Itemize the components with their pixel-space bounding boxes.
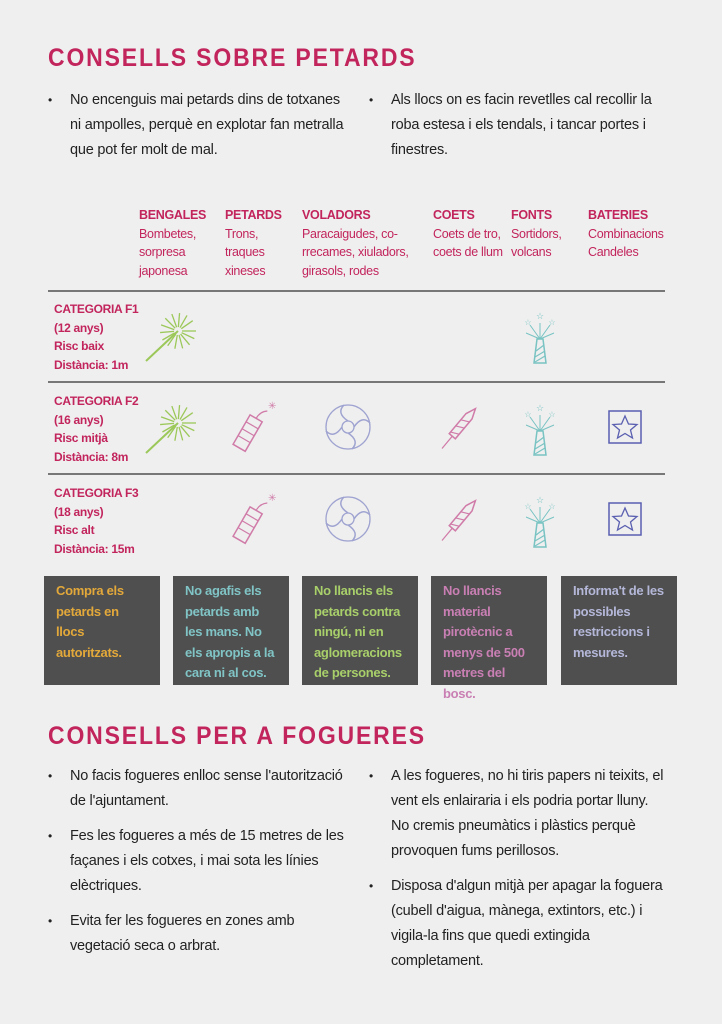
svg-text:☆: ☆ [524, 318, 532, 327]
column-name: BENGALES [139, 208, 207, 222]
category-risk: Risc baix [54, 339, 104, 353]
category-age: (12 anys) [54, 320, 104, 335]
fountain-icon [510, 489, 570, 554]
column-header [433, 206, 503, 262]
svg-text:☆: ☆ [535, 311, 545, 321]
category-risk: Risc mitjà [54, 431, 108, 445]
category-label [54, 392, 138, 466]
category-distance: Distància: 15m [54, 541, 135, 556]
section2-left [48, 764, 348, 969]
divider [48, 473, 665, 475]
section2-title: CONSELLS PER A FOGUERES [48, 722, 426, 750]
divider [48, 381, 665, 383]
bullet: • A les fogueres, no hi tiris papers ni teixits, el vent els enlairaria i els podria portar lluny. No cremis pneumàtics i plàstics perquè provoquen fums perillosos. [369, 764, 669, 864]
fountain-icon [510, 397, 570, 462]
column-header [511, 206, 583, 262]
tip-box: No llancis material pirotècnic a menys de 500 metres del bosc. [431, 576, 547, 685]
battery-icon [595, 489, 655, 554]
category-age: (16 anys) [54, 412, 104, 427]
category-distance: Distància: 1m [54, 357, 129, 372]
bullet: • Als llocs on es facin revetlles cal recollir la roba estesa i els tendals, i tancar portes i finestres. [369, 88, 669, 163]
section1-right [369, 88, 669, 173]
svg-text:☆: ☆ [548, 502, 556, 511]
section1-left [48, 88, 348, 173]
category-distance: Distància: 8m [54, 449, 129, 464]
fountain-icon [510, 305, 570, 370]
svg-text:☆: ☆ [535, 495, 545, 505]
tip-box: Compra els petards en llocs autoritzats. [44, 576, 160, 685]
svg-text:☆: ☆ [548, 410, 556, 419]
column-desc: Sortidors, volcans [511, 226, 562, 259]
tip-box: Informa't de les possibles restriccions i mesures. [561, 576, 677, 685]
category-label [54, 300, 138, 374]
column-header [588, 206, 673, 262]
category-name: CATEGORIA F1 [54, 302, 139, 316]
bullet: • Disposa d'algun mitjà per apagar la foguera (cubell d'aigua, mànega, extintors, etc.) i vigila-la fins que quedi extingida completament. [369, 874, 669, 974]
column-name: FONTS [511, 208, 552, 222]
column-header [225, 206, 295, 280]
bullet: • No encenguis mai petards dins de totxanes ni ampolles, perquè en explotar fan metralla que pot fer molt de mal. [48, 88, 348, 163]
column-header [302, 206, 427, 280]
section2-right [369, 764, 669, 984]
firecracker-icon [220, 489, 280, 554]
category-name: CATEGORIA F2 [54, 394, 139, 408]
category-name: CATEGORIA F3 [54, 486, 139, 500]
column-name: VOLADORS [302, 208, 371, 222]
divider [48, 290, 665, 292]
column-name: PETARDS [225, 208, 282, 222]
column-desc: Bombetes, sorpresa japonesa [139, 226, 197, 278]
sparkler-icon [142, 397, 202, 462]
bullet: • Evita fer les fogueres en zones amb vegetació seca o arbrat. [48, 909, 348, 959]
category-label [54, 484, 138, 558]
column-desc: Paracaigudes, co-rrecames, xiuladors, girasols, rodes [302, 226, 409, 278]
section1-title: CONSELLS SOBRE PETARDS [48, 44, 417, 72]
svg-text:✳: ✳ [268, 493, 277, 504]
rocket-icon [430, 397, 490, 462]
tip-box: No agafis els petards amb les mans. No els apropis a la cara ni al cos. [173, 576, 289, 685]
svg-text:☆: ☆ [548, 318, 556, 327]
rocket-icon [430, 489, 490, 554]
bullet: • No facis fogueres enlloc sense l'autorització de l'ajuntament. [48, 764, 348, 814]
svg-text:✳: ✳ [268, 401, 277, 412]
battery-icon [595, 397, 655, 462]
column-desc: Coets de tro, coets de llum [433, 226, 503, 259]
svg-text:☆: ☆ [535, 403, 545, 413]
column-name: BATERIES [588, 208, 648, 222]
column-desc: Combinacions Candeles [588, 226, 664, 259]
spinner-icon [318, 489, 378, 554]
sparkler-icon [142, 305, 202, 370]
bullet: • Fes les fogueres a més de 15 metres de les façanes i els cotxes, i mai sota les línies elèctriques. [48, 824, 348, 899]
spinner-icon [318, 397, 378, 462]
firecracker-icon [220, 397, 280, 462]
column-desc: Trons, traques xineses [225, 226, 266, 278]
svg-text:☆: ☆ [524, 502, 532, 511]
svg-text:☆: ☆ [524, 410, 532, 419]
category-age: (18 anys) [54, 504, 104, 519]
column-name: COETS [433, 208, 475, 222]
tip-box: No llancis els petards contra ningú, ni en aglomeracions de persones. [302, 576, 418, 685]
column-header [139, 206, 219, 280]
category-risk: Risc alt [54, 523, 95, 537]
